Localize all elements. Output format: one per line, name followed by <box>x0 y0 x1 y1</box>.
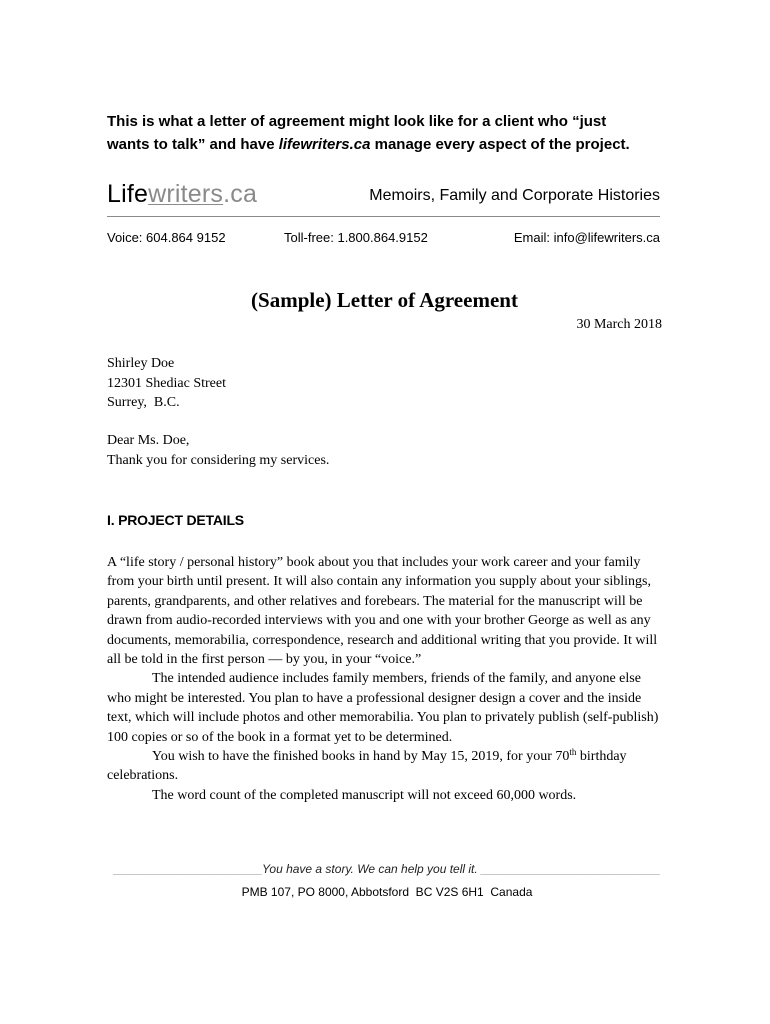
footer-rule-left: ________________________ <box>113 862 263 876</box>
paragraph-1: A “life story / personal history” book about you that includes your work career and your family from your birth until present. It will also contain any information you supply about your siblings, parents, grandparents, and other relatives and forebears. The material for the manuscript will be drawn from audio-recorded interviews with you and one with your brother George as well as any documents, memorabilia, correspondence, research and additional writing that you provide. It will all be told in the first person — by you, in your “voice.” <box>107 555 658 668</box>
salutation: Dear Ms. Doe, <box>107 433 190 448</box>
project-details-body <box>107 553 665 805</box>
paragraph-3-sup: th <box>569 747 577 758</box>
recipient-street: 12301 Shediac Street <box>107 375 226 391</box>
contact-tollfree: Toll-free: 1.800.864.9152 <box>284 230 428 245</box>
recipient-address <box>107 354 667 413</box>
paragraph-4: The word count of the completed manuscript will not exceed 60,000 words. <box>152 787 577 803</box>
intro-line-1: This is what a letter of agreement might look like for a client who “just <box>107 113 607 130</box>
thanks-line: Thank you for considering my services. <box>107 452 330 468</box>
brand-part-life: Life <box>107 180 149 208</box>
brand-logo <box>107 179 257 209</box>
intro-note <box>107 110 707 156</box>
footer-address: PMB 107, PO 8000, Abbotsford BC V2S 6H1 Canada <box>241 885 533 899</box>
section-heading: I. PROJECT DETAILS <box>107 512 244 528</box>
contact-email: Email: info@lifewriters.ca <box>513 230 660 245</box>
recipient-city: Surrey, B.C. <box>107 395 180 410</box>
paragraph-3 <box>107 747 665 786</box>
paragraph-3-end: birthday celebrations. <box>107 749 627 784</box>
document-title: (Sample) Letter of Agreement <box>251 288 518 312</box>
letter-date: 30 March 2018 <box>576 317 662 332</box>
paragraph-3-text: You wish to have the finished books in hand by May 15, 2019, for your 70 <box>152 749 570 765</box>
intro-line-2-suffix: manage every aspect of the project. <box>370 136 630 153</box>
footer-tagline-row <box>112 861 662 877</box>
contact-row <box>107 229 660 247</box>
recipient-name: Shirley Doe <box>107 356 175 371</box>
intro-line-2 <box>107 133 707 156</box>
footer-rule-right: _____________________________ <box>481 862 661 876</box>
contact-voice: Voice: 604.864 9152 <box>107 230 226 245</box>
paragraph-2: The intended audience includes family members, friends of the family, and anyone else who might be interested. You plan to have a professional designer design a cover and the inside text, which will include photos and other memorabilia. You plan to privately publish (self-publish) 100 copies or so of the book in a format yet to be determined. <box>107 671 659 745</box>
footer-tagline: You have a story. We can help you tell it. <box>262 862 478 876</box>
letterhead-tagline: Memoirs, Family and Corporate Histories <box>369 187 660 204</box>
intro-line-2-site: lifewriters.ca <box>278 136 371 153</box>
letterhead <box>107 179 662 213</box>
letterhead-divider <box>107 216 660 217</box>
brand-part-ca: .ca <box>223 180 258 208</box>
greeting <box>107 431 667 470</box>
intro-line-2-prefix: wants to talk” and have <box>107 136 279 153</box>
brand-part-writers: writers <box>148 180 224 208</box>
